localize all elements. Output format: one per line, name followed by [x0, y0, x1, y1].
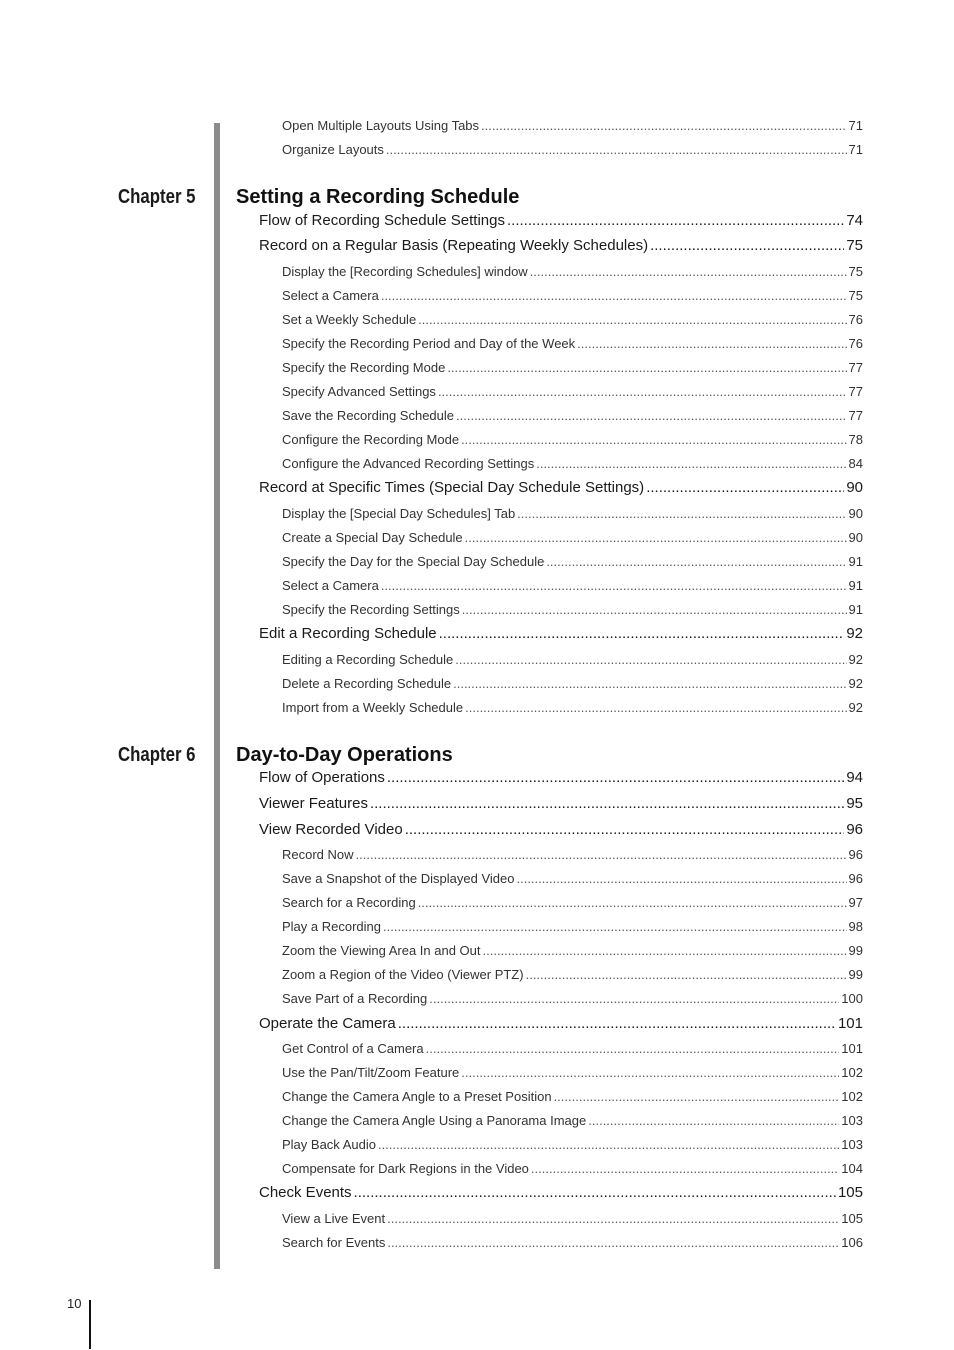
toc-entry[interactable]	[259, 479, 863, 499]
toc-entry-title: Search for a Recording	[282, 895, 416, 910]
toc-entry-page: 96	[848, 847, 863, 862]
toc-entry-title: Record at Specific Times (Special Day Schedule Settings)	[259, 479, 645, 496]
toc-entry-title: Play Back Audio	[282, 1137, 376, 1152]
leader-dots	[462, 602, 847, 617]
chapter-6-label: Chapter 6	[118, 744, 196, 766]
leader-dots	[461, 432, 846, 447]
toc-entry[interactable]	[282, 336, 863, 354]
toc-entry[interactable]	[282, 700, 863, 718]
leader-dots	[507, 212, 844, 229]
toc-entry-page: 92	[848, 676, 863, 691]
leader-dots	[398, 1015, 836, 1032]
leader-dots	[426, 1041, 840, 1056]
leader-dots	[439, 625, 845, 642]
toc-entry-page: 74	[846, 212, 863, 229]
leader-dots	[646, 479, 844, 496]
toc-entry-title: Record on a Regular Basis (Repeating Weekly Schedules)	[259, 237, 649, 254]
toc-entry[interactable]	[282, 602, 863, 620]
toc-entry-page: 75	[848, 288, 863, 303]
leader-dots	[453, 676, 846, 691]
toc-entry[interactable]	[282, 578, 863, 596]
toc-entry[interactable]	[282, 871, 863, 889]
leader-dots	[546, 554, 846, 569]
toc-entry-page: 102	[841, 1065, 863, 1080]
leader-dots	[387, 769, 844, 786]
toc-entry-page: 94	[846, 769, 863, 786]
leader-dots	[386, 142, 847, 157]
leader-dots	[418, 312, 846, 327]
toc-entry[interactable]	[282, 676, 863, 694]
toc-entry[interactable]	[259, 821, 863, 841]
toc-entry[interactable]	[259, 795, 863, 815]
toc-entry-title: Edit a Recording Schedule	[259, 625, 437, 642]
toc-entry-title: Set a Weekly Schedule	[282, 312, 417, 327]
toc-entry-title: Specify the Recording Mode	[282, 360, 446, 375]
toc-entry-page: 91	[848, 602, 863, 617]
leader-dots	[383, 919, 847, 934]
leader-dots	[554, 1089, 840, 1104]
toc-entry-title: Zoom the Viewing Area In and Out	[282, 943, 481, 958]
toc-entry-title: Select a Camera	[282, 578, 379, 593]
chapter-6-title[interactable]: Day-to-Day Operations	[236, 744, 453, 766]
toc-entry-page: 75	[846, 237, 863, 254]
leader-dots	[387, 1235, 839, 1250]
toc-entry-page: 77	[848, 384, 863, 399]
toc-entry-page: 98	[848, 919, 863, 934]
toc-entry-page: 92	[848, 652, 863, 667]
page-number: 10	[67, 1296, 82, 1311]
toc-entry-page: 71	[848, 118, 863, 133]
toc-entry-page: 77	[848, 360, 863, 375]
toc-entry-page: 71	[848, 142, 863, 157]
toc-entry[interactable]	[259, 1184, 863, 1204]
leader-dots	[405, 821, 845, 838]
toc-entry[interactable]	[259, 625, 863, 645]
toc-entry-title: Use the Pan/Tilt/Zoom Feature	[282, 1065, 460, 1080]
toc-entry-page: 90	[846, 479, 863, 496]
chapter-5-label: Chapter 5	[118, 186, 196, 208]
toc-entry-page: 76	[848, 336, 863, 351]
toc-entry[interactable]	[282, 1137, 863, 1155]
toc-entry-page: 99	[848, 943, 863, 958]
toc-entry-page: 99	[848, 967, 863, 982]
leader-dots	[577, 336, 846, 351]
toc-entry-title: Create a Special Day Schedule	[282, 530, 463, 545]
toc-entry-title: Get Control of a Camera	[282, 1041, 424, 1056]
toc-entry[interactable]	[282, 554, 863, 572]
toc-entry-title: Search for Events	[282, 1235, 386, 1250]
toc-entry-page: 77	[848, 408, 863, 423]
toc-entry-title: Change the Camera Angle to a Preset Position	[282, 1089, 552, 1104]
leader-dots	[531, 1161, 839, 1176]
leader-dots	[588, 1113, 839, 1128]
toc-entry[interactable]	[259, 212, 863, 232]
toc-entry[interactable]	[282, 142, 863, 160]
toc-entry-title: Save Part of a Recording	[282, 991, 428, 1006]
toc-entry-page: 106	[841, 1235, 863, 1250]
toc-entry-title: Flow of Operations	[259, 769, 385, 786]
toc-entry-page: 92	[848, 700, 863, 715]
toc-entry-title: Play a Recording	[282, 919, 381, 934]
leader-dots	[447, 360, 846, 375]
leader-dots	[387, 1211, 839, 1226]
toc-entry[interactable]	[282, 264, 863, 282]
toc-entry-title: Configure the Recording Mode	[282, 432, 460, 447]
toc-entry[interactable]	[282, 1089, 863, 1107]
toc-entry[interactable]	[282, 312, 863, 330]
toc-entry[interactable]	[282, 919, 863, 937]
leader-dots	[356, 847, 847, 862]
toc-entry[interactable]	[282, 847, 863, 865]
toc-entry[interactable]	[259, 237, 863, 257]
toc-entry-title: Operate the Camera	[259, 1015, 396, 1032]
toc-entry[interactable]	[282, 1161, 863, 1179]
leader-dots	[530, 264, 847, 279]
leader-dots	[370, 795, 844, 812]
toc-entry-title: Zoom a Region of the Video (Viewer PTZ)	[282, 967, 524, 982]
toc-entry[interactable]	[259, 1015, 863, 1035]
toc-entry[interactable]	[282, 360, 863, 378]
toc-entry-page: 104	[841, 1161, 863, 1176]
leader-dots	[381, 288, 847, 303]
leader-dots	[650, 237, 844, 254]
toc-entry[interactable]	[282, 506, 863, 524]
toc-entry[interactable]	[282, 288, 863, 306]
leader-dots	[378, 1137, 839, 1152]
toc-entry-title: Specify the Recording Settings	[282, 602, 460, 617]
toc-entry-page: 96	[846, 821, 863, 838]
toc-entry[interactable]	[282, 432, 863, 450]
toc-entry-title: Specify Advanced Settings	[282, 384, 436, 399]
toc-entry-title: Display the [Recording Schedules] window	[282, 264, 528, 279]
toc-entry[interactable]	[282, 967, 863, 985]
leader-dots	[465, 700, 846, 715]
toc-entry-page: 75	[848, 264, 863, 279]
toc-entry-title: Display the [Special Day Schedules] Tab	[282, 506, 516, 521]
leader-dots	[526, 967, 847, 982]
toc-entry-title: View a Live Event	[282, 1211, 386, 1226]
leader-dots	[516, 871, 846, 886]
toc-entry-title: View Recorded Video	[259, 821, 403, 838]
toc-entry-title: Select a Camera	[282, 288, 379, 303]
toc-entry-title: Organize Layouts	[282, 142, 384, 157]
toc-entry-title: Check Events	[259, 1184, 352, 1201]
leader-dots	[456, 408, 847, 423]
toc-entry-page: 102	[841, 1089, 863, 1104]
toc-entry[interactable]	[259, 769, 863, 789]
toc-entry-page: 96	[848, 871, 863, 886]
toc-entry[interactable]	[282, 1113, 863, 1131]
leader-dots	[517, 506, 846, 521]
toc-entry-page: 78	[848, 432, 863, 447]
toc-entry[interactable]	[282, 1235, 863, 1253]
leader-dots	[455, 652, 846, 667]
toc-entry-page: 95	[846, 795, 863, 812]
toc-entry-page: 97	[848, 895, 863, 910]
toc-entry[interactable]	[282, 408, 863, 426]
leader-dots	[429, 991, 839, 1006]
toc-entry-title: Flow of Recording Schedule Settings	[259, 212, 505, 229]
toc-entry-title: Save the Recording Schedule	[282, 408, 455, 423]
toc-entry[interactable]	[282, 943, 863, 961]
toc-entry-page: 92	[846, 625, 863, 642]
toc-entry-title: Specify the Day for the Special Day Schedule	[282, 554, 545, 569]
leader-dots	[461, 1065, 839, 1080]
toc-entry-page: 103	[841, 1137, 863, 1152]
toc-entry-title: Editing a Recording Schedule	[282, 652, 454, 667]
toc-entry-page: 76	[848, 312, 863, 327]
toc-entry-page: 103	[841, 1113, 863, 1128]
chapter-5-title[interactable]: Setting a Recording Schedule	[236, 186, 520, 208]
toc-entry[interactable]	[282, 1041, 863, 1059]
toc-entry[interactable]	[282, 1065, 863, 1083]
toc-entry-page: 91	[848, 578, 863, 593]
toc-entry-page: 101	[837, 1015, 863, 1032]
toc-entry-title: Configure the Advanced Recording Settings	[282, 456, 535, 471]
toc-entry-title: Open Multiple Layouts Using Tabs	[282, 118, 480, 133]
footer-rule	[89, 1300, 91, 1349]
toc-entry[interactable]	[282, 456, 863, 474]
toc-entry-page: 105	[841, 1211, 863, 1226]
toc-entry[interactable]	[282, 1211, 863, 1229]
toc-entry-page: 90	[848, 530, 863, 545]
leader-dots	[481, 118, 846, 133]
toc-entry-page: 90	[848, 506, 863, 521]
toc-entry-title: Compensate for Dark Regions in the Video	[282, 1161, 529, 1176]
toc-entry-title: Delete a Recording Schedule	[282, 676, 452, 691]
toc-entry-page: 84	[848, 456, 863, 471]
toc-entry-title: Viewer Features	[259, 795, 368, 812]
toc-entry-page: 100	[841, 991, 863, 1006]
leader-dots	[438, 384, 847, 399]
toc-entry-title: Change the Camera Angle Using a Panorama Image	[282, 1113, 587, 1128]
toc-entry[interactable]	[282, 384, 863, 402]
toc-entry[interactable]	[282, 652, 863, 670]
leader-dots	[483, 943, 847, 958]
leader-dots	[381, 578, 847, 593]
leader-dots	[465, 530, 847, 545]
chapter-side-bar	[214, 123, 220, 1269]
toc-entry-page: 91	[848, 554, 863, 569]
toc-entry-title: Specify the Recording Period and Day of the Week	[282, 336, 576, 351]
toc-entry[interactable]	[282, 118, 863, 136]
toc-entry[interactable]	[282, 895, 863, 913]
toc-entry[interactable]	[282, 991, 863, 1009]
leader-dots	[418, 895, 847, 910]
toc-entry-page: 105	[837, 1184, 863, 1201]
toc-entry-page: 101	[841, 1041, 863, 1056]
toc-entry-title: Save a Snapshot of the Displayed Video	[282, 871, 515, 886]
leader-dots	[536, 456, 846, 471]
toc-entry-title: Record Now	[282, 847, 354, 862]
leader-dots	[354, 1184, 836, 1201]
toc-entry[interactable]	[282, 530, 863, 548]
toc-entry-title: Import from a Weekly Schedule	[282, 700, 464, 715]
